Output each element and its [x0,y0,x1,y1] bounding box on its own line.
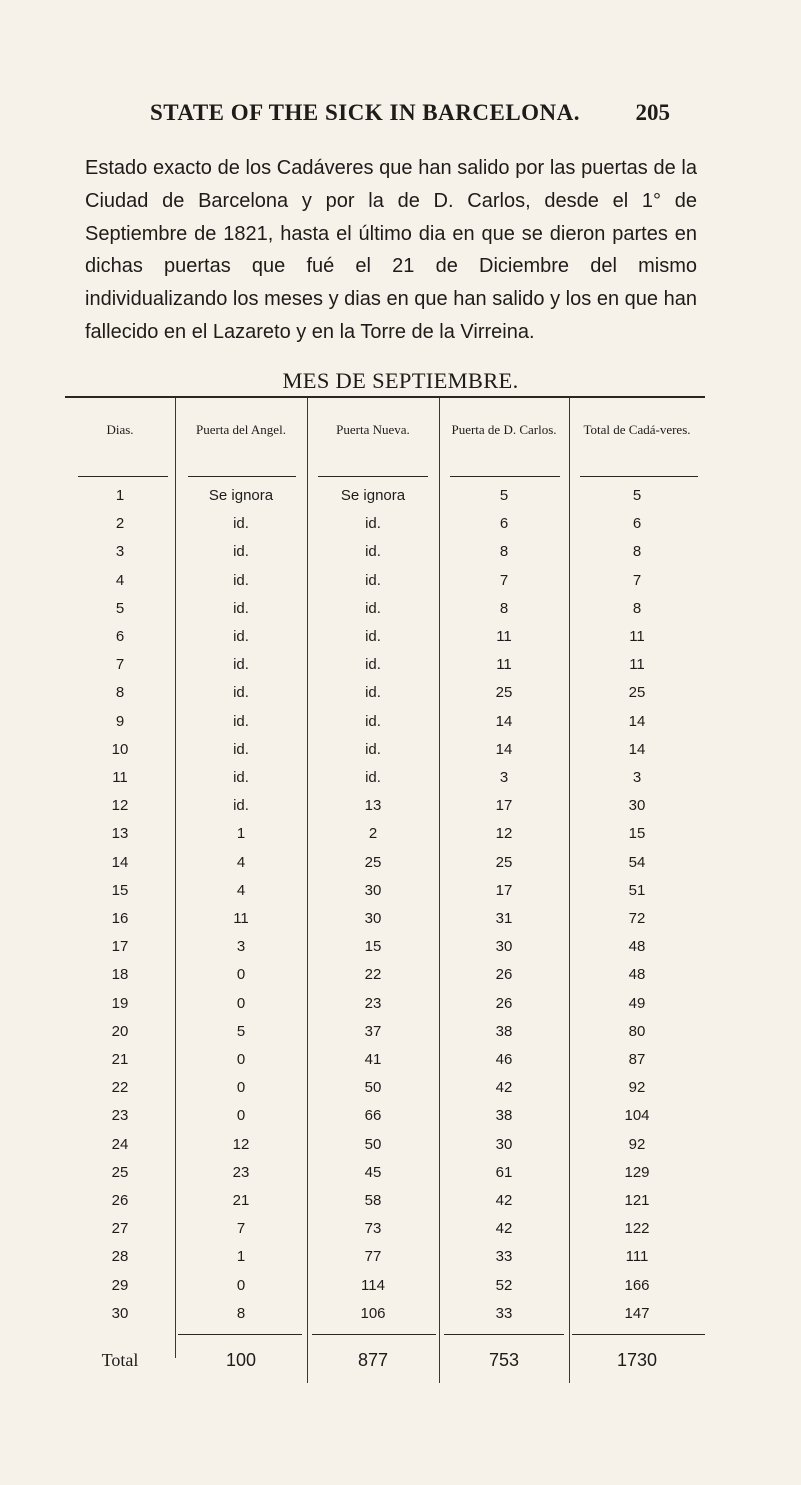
cell-total: 15 [628,825,646,843]
cell-dia: 29 [111,1276,129,1294]
cell-carlos: 30 [495,938,513,956]
cell-carlos: 5 [499,487,509,504]
cell-dia: 1 [115,487,125,504]
header-underline [580,476,698,477]
cell-angel: 0 [236,966,246,984]
table-row [65,963,705,986]
cell-angel: 0 [236,1079,246,1097]
cell-total: 14 [628,740,646,758]
cell-dia: 28 [111,1248,129,1266]
cell-total: 6 [632,515,642,533]
cell-carlos: 42 [495,1220,513,1238]
totals-nueva: 877 [357,1350,389,1370]
cell-dia: 8 [115,684,125,702]
cell-total: 129 [624,1163,650,1181]
cell-carlos: 25 [495,684,513,702]
cell-total: 3 [632,769,642,786]
cell-dia: 6 [115,628,125,645]
table-row [65,1302,705,1325]
cell-carlos: 11 [496,628,512,645]
cell-angel: 1 [236,825,246,843]
cell-nueva: 23 [364,994,382,1012]
cell-dia: 22 [111,1079,129,1097]
totals-total: 1730 [616,1350,658,1370]
header-puerta-nueva: Puerta Nueva. [336,421,410,437]
cell-carlos: 33 [495,1248,513,1266]
cell-dia: 13 [111,825,129,843]
cell-total: 54 [628,853,646,871]
totals-row [65,1346,705,1374]
cell-angel: id. [233,797,249,815]
cell-total: 147 [624,1304,650,1322]
cell-carlos: 12 [495,825,513,843]
totals-label: Total [101,1350,139,1370]
cell-nueva: id. [365,599,381,617]
table-row [65,710,705,733]
cell-dia: 11 [112,769,128,786]
intro-paragraph: Estado exacto de los Cadáveres que han salido por las puertas de la Ciudad de Barcelona y por la de D. Carlos, desde el 1° de Septiembre de 1821, hasta el último dia en que se dieron partes en dichas puertas que fué el 21 de Diciembre del mismo individualizando los meses y dias en que han salido y los en que han fallecido en el Lazareto y en la Torre de la Virreina. [85,157,697,343]
table-row [65,738,705,761]
cell-angel: id. [233,656,249,674]
cell-nueva: id. [365,543,381,561]
cell-nueva: 66 [364,1107,382,1125]
cell-dia: 26 [111,1192,129,1209]
cell-dia: 17 [111,938,129,956]
header-underline [318,476,428,477]
cell-nueva: 106 [360,1304,386,1322]
table-row [65,1020,705,1043]
cell-total: 48 [628,938,646,956]
header-total-cadaveres: Total de Cadá-veres. [583,421,691,437]
cell-carlos: 38 [495,1107,513,1125]
cell-carlos: 38 [495,1022,513,1040]
table-row [65,907,705,930]
cell-total: 104 [624,1107,650,1125]
header-puerta-carlos: Puerta de D. Carlos. [451,421,557,437]
cell-angel: id. [233,543,249,561]
cell-total: 49 [628,994,646,1012]
cell-nueva: 50 [364,1079,382,1097]
cell-angel: 3 [236,938,246,956]
table-row [65,1048,705,1071]
cell-total: 5 [632,487,642,504]
cell-nueva: 58 [364,1192,382,1209]
header-underline [188,476,296,477]
table-row [65,1189,705,1212]
cell-carlos: 8 [499,599,509,617]
cell-carlos: 26 [495,994,513,1012]
cell-dia: 30 [111,1304,129,1322]
cell-dia: 10 [111,740,129,758]
cell-nueva: id. [365,571,381,589]
table-row [65,992,705,1015]
cell-nueva: id. [365,628,381,645]
cell-nueva: 77 [364,1248,382,1266]
cell-carlos: 33 [495,1304,513,1322]
cell-total: 51 [628,881,646,899]
cell-nueva: 73 [364,1220,382,1238]
cell-carlos: 25 [495,853,513,871]
cell-dia: 19 [111,994,129,1012]
cell-dia: 24 [111,1135,129,1153]
total-rule [572,1334,705,1335]
cell-angel: id. [233,515,249,533]
cell-carlos: 42 [495,1192,513,1209]
cell-dia: 2 [115,515,125,533]
cell-angel: 5 [236,1022,246,1040]
cell-angel: 23 [232,1163,250,1181]
cell-angel: 4 [236,853,246,871]
cell-angel: 12 [232,1135,250,1153]
table-row [65,822,705,845]
cell-angel: id. [233,684,249,702]
cell-nueva: 30 [364,910,382,927]
cell-carlos: 42 [495,1079,513,1097]
cell-nueva: 22 [364,966,382,984]
cell-carlos: 6 [499,515,509,533]
table-row [65,935,705,958]
cell-dia: 21 [111,1051,129,1068]
cell-carlos: 17 [495,797,513,815]
cell-dia: 7 [115,656,125,674]
table-row [65,1133,705,1156]
cell-angel: 0 [236,1107,246,1125]
cell-dia: 12 [111,797,129,815]
total-rule [178,1334,302,1335]
cell-nueva: 25 [364,853,382,871]
cell-carlos: 52 [495,1276,513,1294]
total-rule [312,1334,436,1335]
cell-angel: id. [233,599,249,617]
cell-nueva: 50 [364,1135,382,1153]
cell-angel: 1 [236,1248,246,1266]
cell-nueva: 30 [364,881,382,899]
cell-total: 166 [624,1276,650,1294]
cell-nueva: 15 [364,938,382,956]
table-row [65,625,705,648]
cell-nueva: id. [365,656,381,674]
cell-dia: 4 [115,571,125,589]
table-row [65,569,705,592]
cell-angel: Se ignora [208,487,274,504]
cell-dia: 15 [111,881,129,899]
table-row [65,540,705,563]
cell-total: 7 [632,571,642,589]
cell-carlos: 11 [496,656,512,674]
header-dias: Dias. [106,421,134,437]
cell-total: 11 [629,628,645,645]
cell-angel: id. [233,769,249,786]
cell-carlos: 26 [495,966,513,984]
table-top-rule [65,396,705,398]
cell-total: 30 [628,797,646,815]
cell-angel: 0 [236,1276,246,1294]
cell-nueva: 41 [364,1051,382,1068]
cell-total: 80 [628,1022,646,1040]
cell-dia: 18 [111,966,129,984]
cell-angel: 8 [236,1304,246,1322]
cell-total: 48 [628,966,646,984]
cell-dia: 16 [111,910,129,927]
table-row [65,1217,705,1240]
table-row [65,766,705,789]
table-row [65,681,705,704]
header-puerta-angel: Puerta del Angel. [196,421,286,437]
cell-angel: 21 [232,1192,250,1209]
cell-dia: 23 [111,1107,129,1125]
cell-total: 11 [629,656,645,674]
cell-total: 8 [632,543,642,561]
cell-nueva: Se ignora [340,487,406,504]
page-number: 205 [635,100,670,125]
total-rule [444,1334,564,1335]
running-head: STATE OF THE SICK IN BARCELONA. [150,100,581,125]
cell-carlos: 31 [495,910,513,927]
table-row [65,879,705,902]
cell-angel: 7 [236,1220,246,1238]
cell-total: 14 [628,712,646,730]
table-row [65,794,705,817]
cell-nueva: id. [365,769,381,786]
cell-carlos: 8 [499,543,509,561]
cell-dia: 3 [115,543,125,561]
cell-nueva: 45 [364,1163,382,1181]
cell-carlos: 3 [499,769,509,786]
cell-carlos: 7 [499,571,509,589]
cell-carlos: 61 [495,1163,513,1181]
page-header [150,100,670,140]
cell-nueva: 37 [364,1022,382,1040]
table-row [65,1104,705,1127]
cell-angel: id. [233,571,249,589]
table-row [65,1076,705,1099]
cell-dia: 14 [111,853,129,871]
cell-total: 122 [624,1220,650,1238]
cell-total: 92 [628,1135,646,1153]
totals-carlos: 753 [488,1350,520,1370]
table-row [65,1274,705,1297]
cell-total: 87 [628,1051,646,1068]
cell-dia: 27 [111,1220,129,1238]
totals-angel: 100 [225,1350,257,1370]
cell-angel: 0 [236,994,246,1012]
cell-total: 72 [628,910,646,927]
table-row [65,851,705,874]
cell-carlos: 14 [495,740,513,758]
cell-nueva: 2 [368,825,378,843]
cell-angel: 11 [233,910,249,927]
cell-total: 121 [624,1192,650,1209]
table-row [65,484,705,507]
cell-total: 92 [628,1079,646,1097]
cell-total: 111 [625,1248,649,1266]
table-row [65,1245,705,1268]
cell-nueva: 114 [361,1276,385,1294]
cell-carlos: 17 [495,881,513,899]
cell-dia: 20 [111,1022,129,1040]
cell-dia: 25 [111,1163,129,1181]
cell-angel: id. [233,628,249,645]
cell-carlos: 46 [495,1051,513,1068]
cell-angel: id. [233,740,249,758]
cell-angel: id. [233,712,249,730]
cell-nueva: id. [365,712,381,730]
cell-dia: 9 [115,712,125,730]
table-row [65,512,705,535]
cell-carlos: 14 [495,712,513,730]
table-row [65,653,705,676]
table-row [65,1161,705,1184]
cell-carlos: 30 [495,1135,513,1153]
cell-total: 8 [632,599,642,617]
cell-nueva: id. [365,740,381,758]
header-underline [78,476,168,477]
cell-total: 25 [628,684,646,702]
table-row [65,597,705,620]
cell-nueva: 13 [364,797,382,815]
cell-nueva: id. [365,684,381,702]
header-underline [450,476,560,477]
cell-nueva: id. [365,515,381,533]
table-title: MES DE SEPTIEMBRE. [282,368,519,393]
cell-dia: 5 [115,599,125,617]
cell-angel: 0 [236,1051,246,1068]
cell-angel: 4 [236,881,246,899]
